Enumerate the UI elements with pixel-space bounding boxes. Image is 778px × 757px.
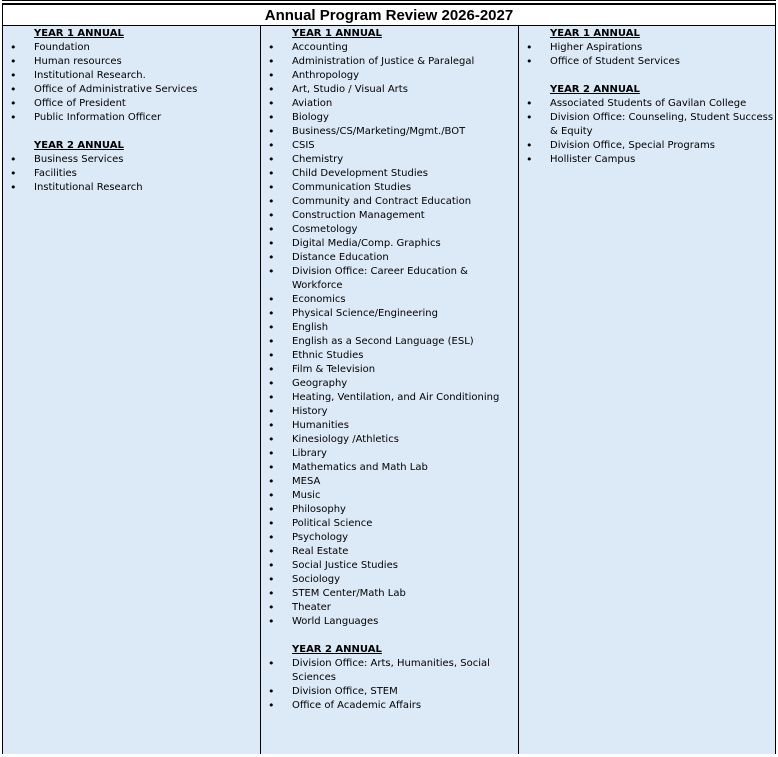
- section-heading: YEAR 2 ANNUAL: [292, 644, 382, 655]
- list-item: • Biology: [261, 111, 518, 125]
- list-item: • Ethnic Studies: [261, 349, 518, 363]
- list-item: • World Languages: [261, 615, 518, 629]
- section-year-2-annual: [519, 83, 775, 167]
- list-item: • Music: [261, 489, 518, 503]
- list-item: • English as a Second Language (ESL): [261, 335, 518, 349]
- section-year-1-annual: [519, 27, 775, 69]
- list-item: • Human resources: [3, 55, 260, 69]
- list-item: • Division Office, STEM: [261, 685, 518, 699]
- section-year-2-annual: [3, 139, 260, 195]
- list-item: • Child Development Studies: [261, 167, 518, 181]
- section-year-1-annual: [3, 27, 260, 125]
- list-item: • Business/CS/Marketing/Mgmt./BOT: [261, 125, 518, 139]
- list-item: • Business Services: [3, 153, 260, 167]
- section-heading: YEAR 1 ANNUAL: [34, 28, 124, 39]
- list-item: • Physical Science/Engineering: [261, 307, 518, 321]
- list-item: • STEM Center/Math Lab: [261, 587, 518, 601]
- program-list: [3, 41, 260, 125]
- section-year-2-annual: [261, 643, 518, 713]
- list-item: • MESA: [261, 475, 518, 489]
- list-item: • Sociology: [261, 573, 518, 587]
- list-item: • Heating, Ventilation, and Air Conditioning: [261, 391, 518, 405]
- list-item: • Higher Aspirations: [519, 41, 775, 55]
- list-item: • Humanities: [261, 419, 518, 433]
- list-item: • Associated Students of Gavilan College: [519, 97, 775, 111]
- list-item: • Library: [261, 447, 518, 461]
- list-item: • Office of President: [3, 97, 260, 111]
- column-2: [261, 26, 519, 754]
- list-item: • CSIS: [261, 139, 518, 153]
- list-item: • Division Office: Career Education & Workforce: [261, 265, 518, 293]
- list-item: • Facilities: [3, 167, 260, 181]
- section-heading: YEAR 1 ANNUAL: [550, 28, 640, 39]
- column-3: [519, 26, 775, 754]
- list-item: • Real Estate: [261, 545, 518, 559]
- list-item: • Office of Academic Affairs: [261, 699, 518, 713]
- list-item: • Public Information Officer: [3, 111, 260, 125]
- list-item: • Office of Student Services: [519, 55, 775, 69]
- list-item: • Distance Education: [261, 251, 518, 265]
- page-title: Annual Program Review 2026-2027: [264, 7, 514, 24]
- program-list: [3, 153, 260, 195]
- section-year-1-annual: [261, 27, 518, 629]
- list-item: • Administration of Justice & Paralegal: [261, 55, 518, 69]
- columns-row: [3, 26, 775, 754]
- section-heading: YEAR 2 ANNUAL: [34, 140, 124, 151]
- list-item: • Community and Contract Education: [261, 195, 518, 209]
- program-list: [519, 97, 775, 167]
- program-list: [261, 41, 518, 629]
- list-item: • Social Justice Studies: [261, 559, 518, 573]
- list-item: • Chemistry: [261, 153, 518, 167]
- list-item: • Division Office, Special Programs: [519, 139, 775, 153]
- program-review-table: [2, 4, 776, 754]
- list-item: • Anthropology: [261, 69, 518, 83]
- list-item: • Economics: [261, 293, 518, 307]
- list-item: • Accounting: [261, 41, 518, 55]
- list-item: • Mathematics and Math Lab: [261, 461, 518, 475]
- program-list: [519, 41, 775, 69]
- list-item: • Construction Management: [261, 209, 518, 223]
- list-item: • Communication Studies: [261, 181, 518, 195]
- list-item: • Kinesiology /Athletics: [261, 433, 518, 447]
- list-item: • Foundation: [3, 41, 260, 55]
- list-item: • Division Office: Arts, Humanities, Social Sciences: [261, 657, 518, 685]
- column-1: [3, 26, 261, 754]
- section-heading: YEAR 2 ANNUAL: [550, 84, 640, 95]
- list-item: • Institutional Research: [3, 181, 260, 195]
- list-item: • Theater: [261, 601, 518, 615]
- list-item: • Aviation: [261, 97, 518, 111]
- list-item: • Film & Television: [261, 363, 518, 377]
- list-item: • Philosophy: [261, 503, 518, 517]
- list-item: • Office of Administrative Services: [3, 83, 260, 97]
- list-item: • Division Office: Counseling, Student Success & Equity: [519, 111, 775, 139]
- list-item: • Cosmetology: [261, 223, 518, 237]
- section-heading: YEAR 1 ANNUAL: [292, 28, 382, 39]
- list-item: • Political Science: [261, 517, 518, 531]
- list-item: • Geography: [261, 377, 518, 391]
- list-item: • Institutional Research.: [3, 69, 260, 83]
- list-item: • English: [261, 321, 518, 335]
- list-item: • Psychology: [261, 531, 518, 545]
- program-list: [261, 657, 518, 713]
- list-item: • Art, Studio / Visual Arts: [261, 83, 518, 97]
- list-item: • History: [261, 405, 518, 419]
- list-item: • Hollister Campus: [519, 153, 775, 167]
- title-row: [3, 5, 775, 26]
- list-item: • Digital Media/Comp. Graphics: [261, 237, 518, 251]
